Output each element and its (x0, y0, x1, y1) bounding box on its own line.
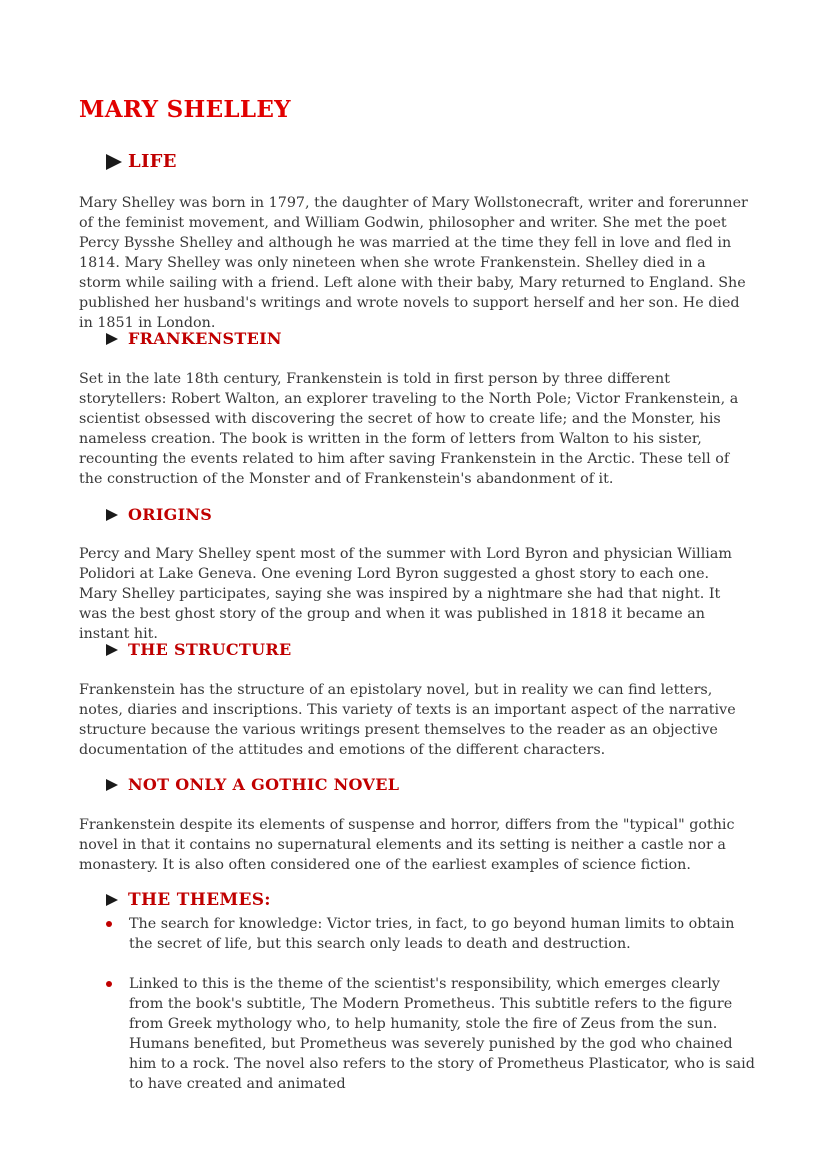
section-heading-label: NOT ONLY A GOTHIC NOVEL (128, 775, 400, 794)
section-heading-structure (106, 640, 292, 659)
section-body-life: Mary Shelley was born in 1797, the daughter of Mary Wollstonecraft, writer and forerunner of the feminist movement, and William Godwin, philosopher and writer. She met the poet Percy Bysshe Shelley and although he was married at the time they fell in love and fled in 1814. Mary Shelley was only nineteen when she wrote Frankenstein. Shelley died in a storm while sailing with a friend. Left alone with their baby, Mary returned to England. She published her husband's writings and wrote novels to support herself and her son. He died in 1851 in London. (79, 195, 748, 331)
list-item (106, 914, 756, 954)
arrow-bullet-icon (106, 894, 118, 906)
themes-list (106, 914, 756, 1094)
list-item (106, 974, 756, 1094)
section-heading-themes (106, 890, 271, 910)
section-heading-origins (106, 505, 212, 524)
page-title: MARY SHELLEY (79, 96, 291, 123)
arrow-bullet-icon (106, 333, 118, 345)
arrow-bullet-icon (106, 644, 118, 656)
section-heading-label: THE THEMES: (128, 890, 271, 910)
section-heading-label: THE STRUCTURE (128, 640, 292, 659)
bullet-dot-icon (106, 921, 112, 927)
section-body-frankenstein: Set in the late 18th century, Frankenstein is told in first person by three different storytellers: Robert Walton, an explorer traveling to the North Pole; Victor Frankenstein, a scientist obsessed with discovering the secret of how to create life; and the Monster, his nameless creation. The book is written in the form of letters from Walton to his sister, recounting the events related to him after saving Frankenstein in the Arctic. These tell of the construction of the Monster and of Frankenstein's abandonment of it. (79, 371, 739, 487)
section-heading-label: FRANKENSTEIN (128, 329, 282, 348)
section-body-structure: Frankenstein has the structure of an epistolary novel, but in reality we can find letters, notes, diaries and inscriptions. This variety of texts is an important aspect of the narrative structure because the various writings present themselves to the reader as an objective documentation of the attitudes and emotions of the different characters. (79, 682, 736, 758)
bullet-dot-icon (106, 981, 112, 987)
section-heading-life (106, 151, 177, 172)
section-heading-frankenstein (106, 329, 282, 348)
section-heading-gothic-novel (106, 775, 399, 794)
section-body-gothic-novel: Frankenstein despite its elements of suspense and horror, differs from the "typical" gothic novel in that it contains no supernatural elements and its setting is neither a castle nor a monastery. It is also often considered one of the earliest examples of science fiction. (79, 817, 735, 873)
arrow-bullet-icon (106, 779, 118, 791)
arrow-bullet-icon (106, 154, 122, 170)
list-item-text: The search for knowledge: Victor tries, in fact, to go beyond human limits to obtain the secret of life, but this search only leads to death and destruction. (129, 916, 735, 952)
arrow-bullet-icon (106, 509, 118, 521)
section-body-origins: Percy and Mary Shelley spent most of the summer with Lord Byron and physician William Polidori at Lake Geneva. One evening Lord Byron suggested a ghost story to each one. Mary Shelley participates, saying she was inspired by a nightmare she had that night. It was the best ghost story of the group and when it was published in 1818 it became an instant hit. (79, 546, 732, 642)
section-heading-label: ORIGINS (128, 505, 213, 524)
section-heading-label: LIFE (128, 151, 177, 172)
list-item-text: Linked to this is the theme of the scientist's responsibility, which emerges clearly from the book's subtitle, The Modern Prometheus. This subtitle refers to the figure from Greek mythology who, to help humanity, stole the fire of Zeus from the sun. Humans benefited, but Prometheus was severely punished by the god who chained him to a rock. The novel also refers to the story of Prometheus Plasticator, who is said to have created and animated (129, 976, 755, 1092)
